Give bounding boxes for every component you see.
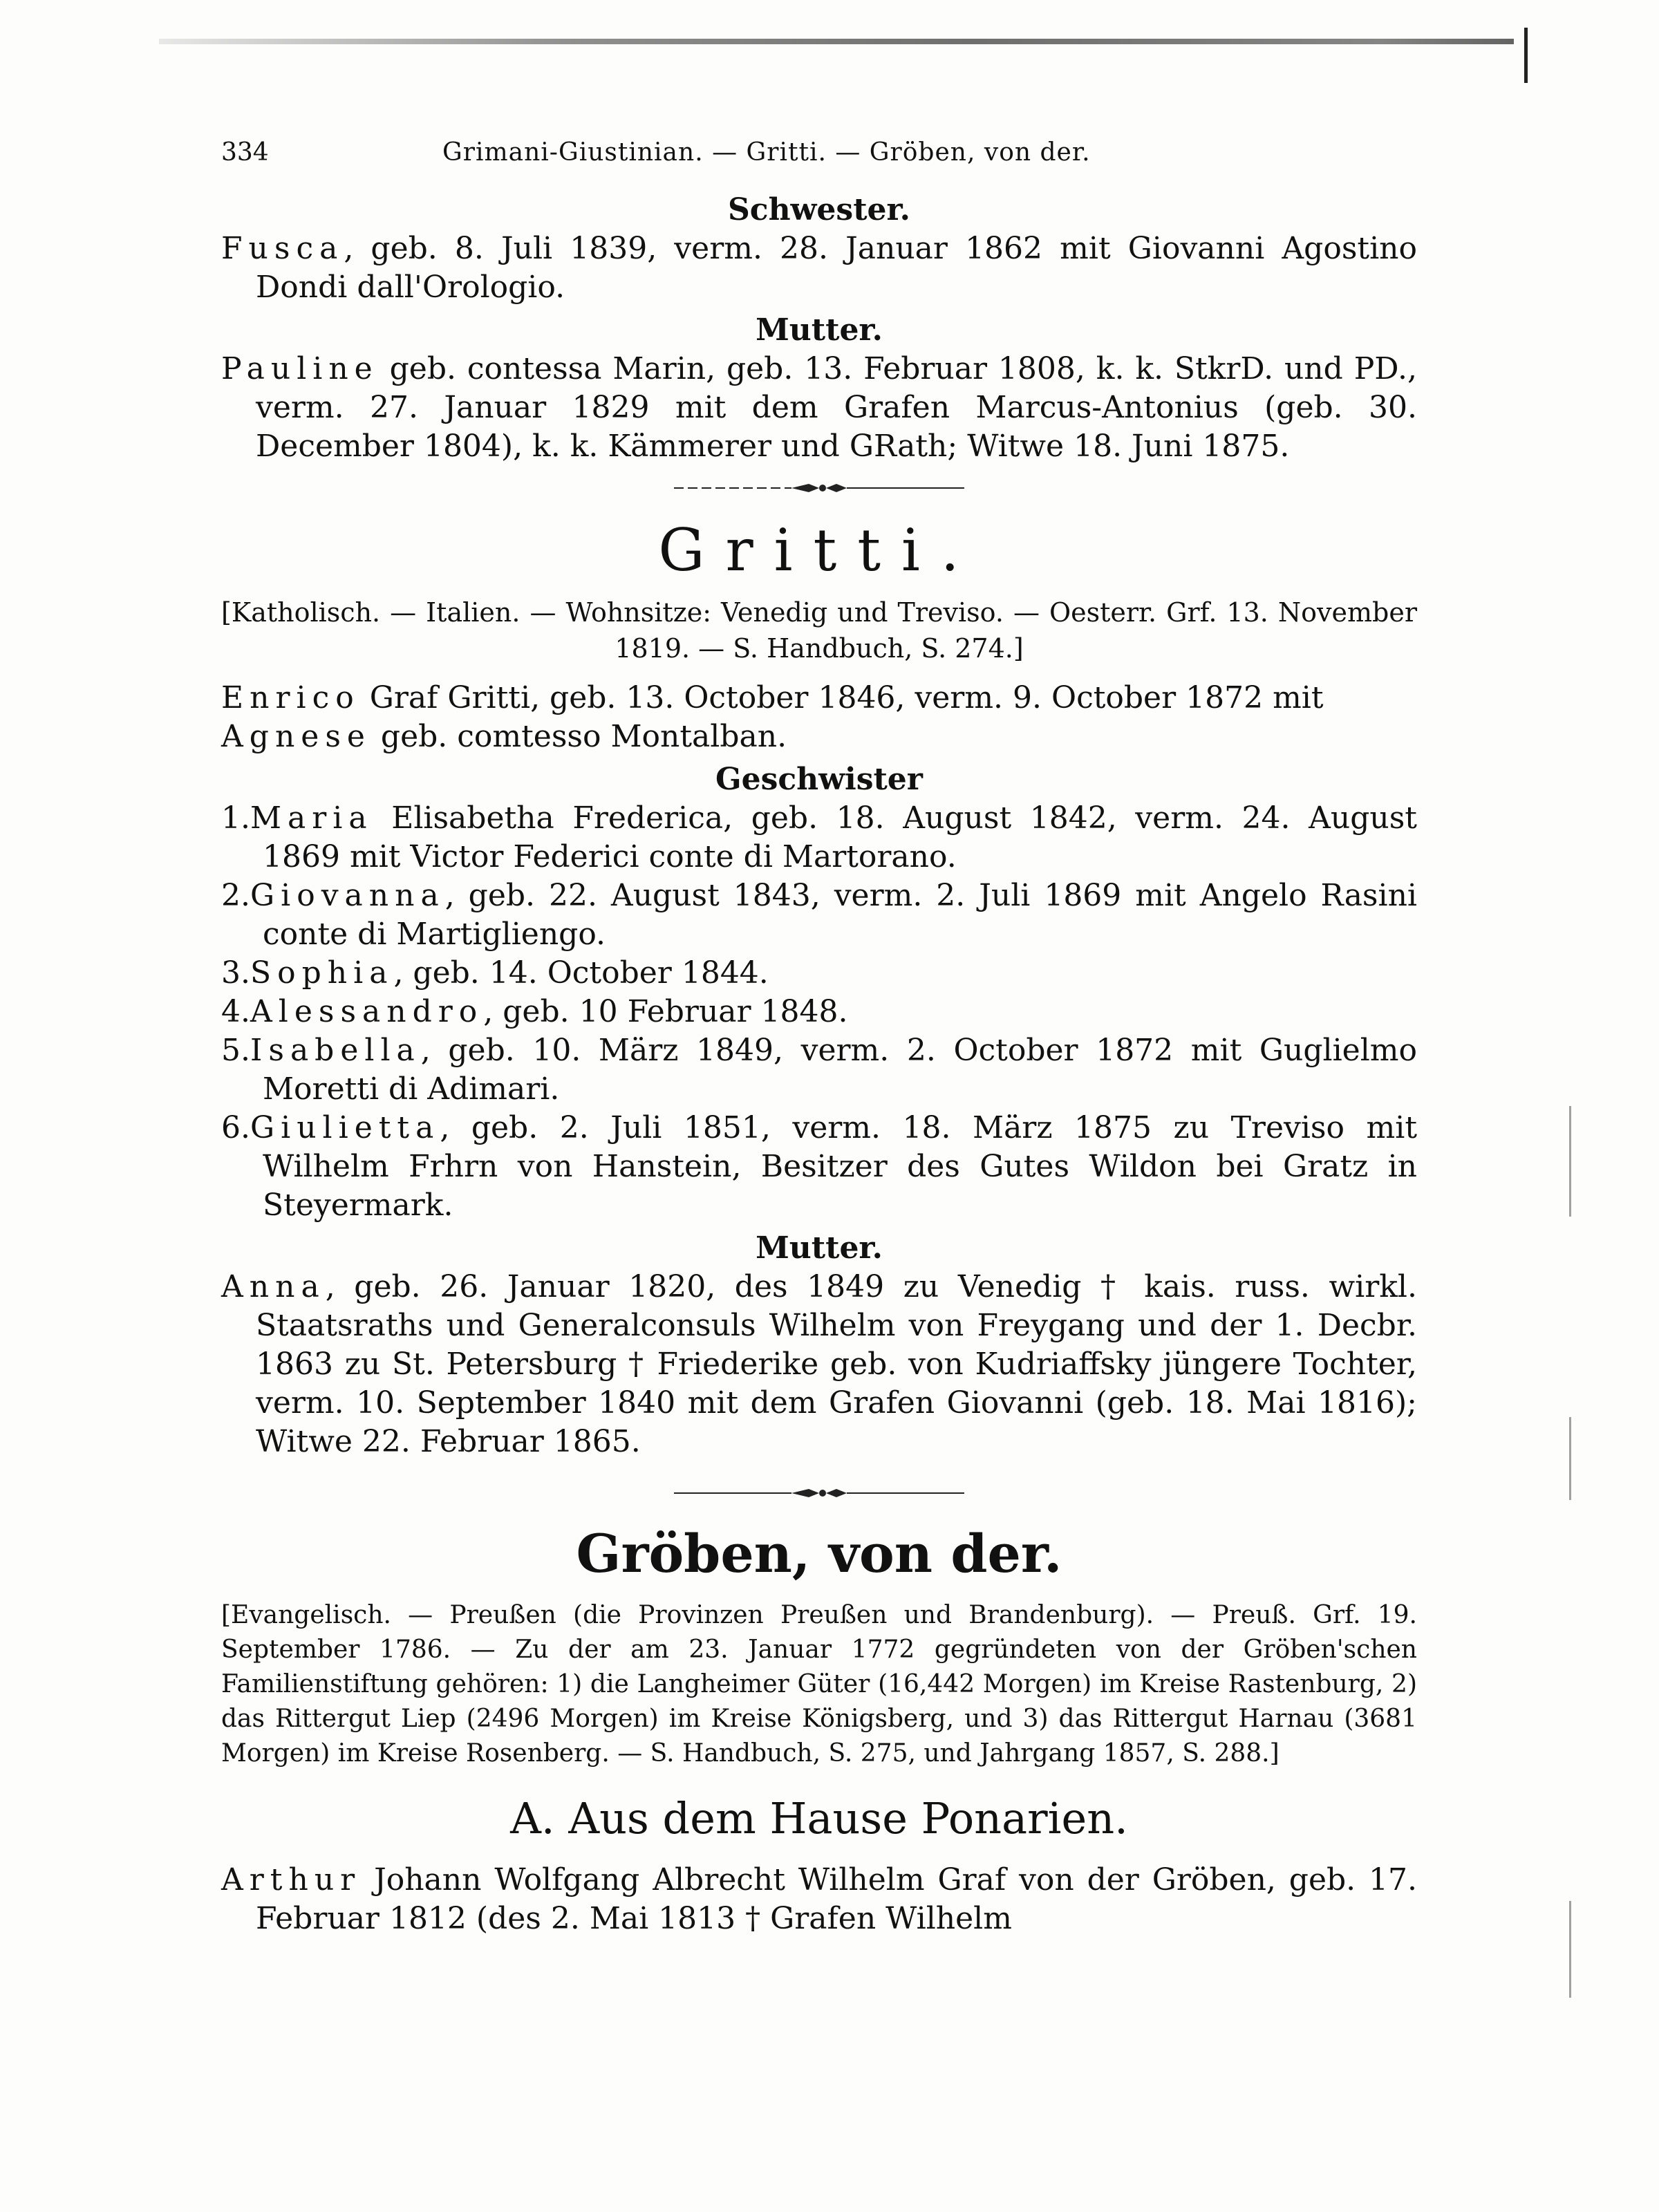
scan-edge-top xyxy=(159,39,1514,44)
groeben-head-name: Arthur xyxy=(221,1862,362,1897)
groeben-head-entry xyxy=(221,1861,1417,1938)
sister-text: , geb. 8. Juli 1839, verm. 28. Januar 1862 mit Giovanni Agostino Dondi dall'Orologio. xyxy=(256,231,1417,305)
sibling-name: Alessandro xyxy=(250,994,484,1029)
sibling-name: Sophia xyxy=(250,955,394,991)
gritti-mother-entry xyxy=(221,1268,1417,1461)
groeben-head-text: Johann Wolfgang Albrecht Wilhelm Graf von der Gröben, geb. 17. Februar 1812 (des 2. Mai 1813 † Grafen Wilhelm xyxy=(256,1862,1417,1936)
gritti-wife-entry xyxy=(221,718,1417,756)
mother-label: Mutter. xyxy=(756,312,883,348)
groeben-note: [Evangelisch. — Preußen (die Provinzen Preußen und Brandenburg). — Preuß. Grf. 19. September 1786. — Zu der am 23. Januar 1772 gegründeten von der Gröben'schen Familienstiftung gehören: 1) die Langheimer Güter (16,442 Morgen) im Kreise Rastenburg, 2) das Rittergut Liep (2496 Morgen) im Kreise Königsberg, und 3) das Rittergut Harnau (3681 Morgen) im Kreise Rosenberg. — S. Handbuch, S. 275, und Jahrgang 1857, S. 288.] xyxy=(221,1601,1417,1768)
sibling-entry xyxy=(221,877,1417,954)
gritti-head-name: Enrico xyxy=(221,680,360,715)
gritti-mother-name: Anna xyxy=(221,1269,326,1304)
sibling-number: 1. xyxy=(221,800,250,836)
page-number: 334 xyxy=(221,138,269,167)
scan-speckle xyxy=(1569,1901,1571,1998)
sister-label: Schwester. xyxy=(728,192,910,227)
sibling-text: , geb. 14. October 1844. xyxy=(393,955,769,991)
book-page xyxy=(221,138,1417,1938)
sister-name: Fusca xyxy=(221,231,344,266)
sibling-entry xyxy=(221,1109,1417,1225)
gritti-wife-name: Agnese xyxy=(221,719,371,754)
siblings-label: Geschwister xyxy=(715,762,923,797)
gritti-title: Gritti. xyxy=(658,516,980,584)
gritti-mother-label: Mutter. xyxy=(756,1230,883,1266)
scan-speckle xyxy=(1569,1417,1571,1500)
gritti-mother-text: , geb. 26. Januar 1820, des 1849 zu Venedig † kais. russ. wirkl. Staatsraths und Generalconsuls Wilhelm von Freygang und der 1. Decbr. 1863 zu St. Petersburg † Friederike geb. von Kudriaffsky jüngere Tochter, verm. 10. September 1840 mit dem Grafen Giovanni (geb. 18. Mai 1816); Witwe 22. Februar 1865. xyxy=(256,1269,1417,1459)
sibling-name: Giulietta xyxy=(250,1110,440,1145)
sibling-number: 3. xyxy=(221,955,250,991)
sibling-text: Elisabetha Frederica, geb. 18. August 1842, verm. 24. August 1869 mit Victor Federici conte di Martorano. xyxy=(263,800,1417,874)
mother-entry xyxy=(221,350,1417,466)
sibling-number: 6. xyxy=(221,1110,250,1145)
gritti-head-entry xyxy=(221,679,1417,718)
sibling-number: 2. xyxy=(221,878,250,913)
groeben-title: Gröben, von der. xyxy=(576,1523,1062,1584)
gritti-wife-text: geb. comtesso Montalban. xyxy=(371,719,787,754)
gritti-note: [Katholisch. — Italien. — Wohnsitze: Venedig und Treviso. — Oesterr. Grf. 13. November 1819. — S. Handbuch, S. 274.] xyxy=(221,597,1417,664)
house-title: A. Aus dem Hause Ponarien. xyxy=(510,1793,1128,1844)
mother-text: geb. contessa Marin, geb. 13. Februar 1808, k. k. StkrD. und PD., verm. 27. Januar 1829 mit dem Grafen Marcus-Antonius (geb. 30. December 1804), k. k. Kämmerer und GRath; Witwe 18. Juni 1875. xyxy=(256,351,1417,464)
sibling-text: , geb. 2. Juli 1851, verm. 18. März 1875 zu Treviso mit Wilhelm Frhrn von Hanstein, Besitzer des Gutes Wildon bei Gratz in Steyermark. xyxy=(263,1110,1417,1223)
ornament-rule-icon xyxy=(674,481,964,495)
sibling-entry xyxy=(221,993,1417,1031)
sibling-entry xyxy=(221,954,1417,993)
sibling-name: Isabella xyxy=(250,1033,421,1068)
running-head xyxy=(221,138,1417,187)
ornament-rule-icon xyxy=(674,1486,964,1500)
sibling-number: 5. xyxy=(221,1033,250,1068)
sibling-name: Giovanna xyxy=(250,878,445,913)
sibling-entry xyxy=(221,799,1417,877)
sibling-entry xyxy=(221,1031,1417,1109)
running-title: Grimani-Giustinian. — Gritti. — Gröben, von der. xyxy=(442,138,1091,167)
scan-edge-right xyxy=(1524,28,1528,83)
sister-entry xyxy=(221,229,1417,307)
sibling-text: , geb. 10. März 1849, verm. 2. October 1872 mit Guglielmo Moretti di Adimari. xyxy=(263,1033,1417,1107)
gritti-head-text: Graf Gritti, geb. 13. October 1846, verm. 9. October 1872 mit xyxy=(359,680,1324,715)
mother-name: Pauline xyxy=(221,351,379,386)
sibling-number: 4. xyxy=(221,994,250,1029)
ornamental-rule xyxy=(221,481,1417,495)
scan-speckle xyxy=(1569,1106,1571,1217)
sibling-text: , geb. 22. August 1843, verm. 2. Juli 1869 mit Angelo Rasini conte di Martigliengo. xyxy=(263,878,1417,952)
sibling-text: , geb. 10 Februar 1848. xyxy=(483,994,848,1029)
ornamental-rule xyxy=(221,1486,1417,1500)
sibling-name: Maria xyxy=(250,800,373,836)
